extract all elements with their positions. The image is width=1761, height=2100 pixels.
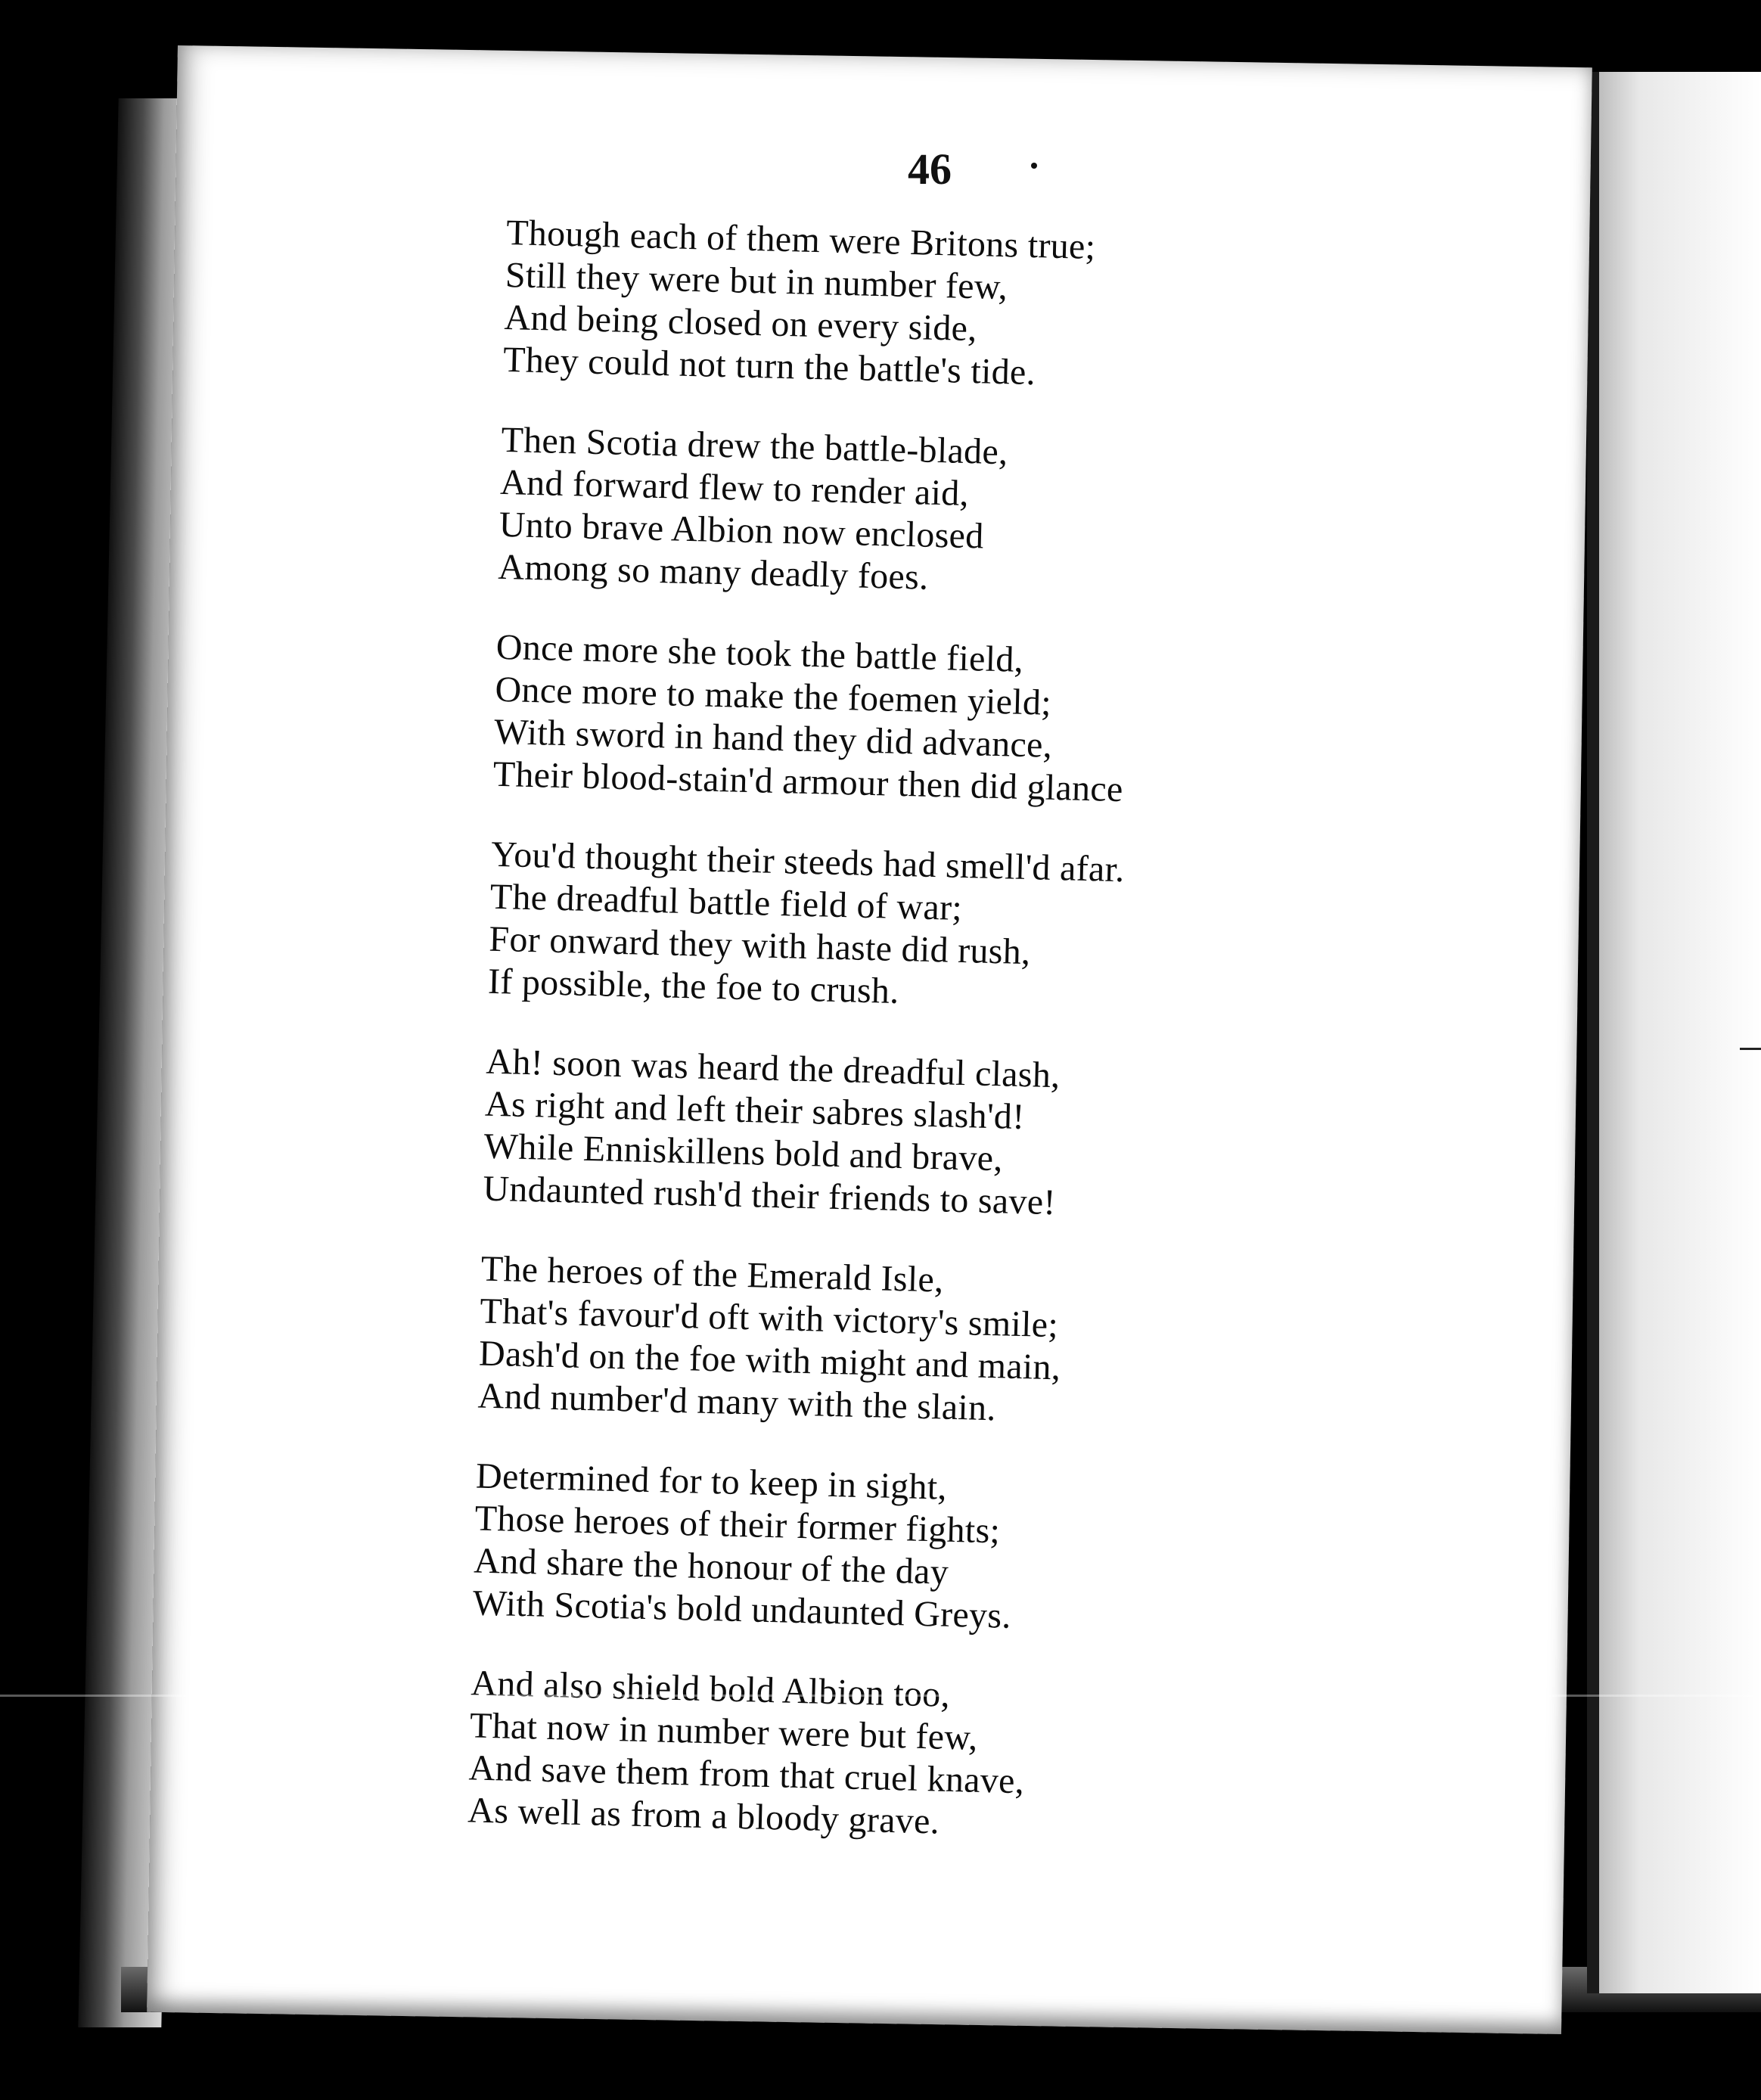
poem-line: As right and left their sabres slash'd! [484, 1083, 1026, 1138]
margin-tick-mark [1740, 1048, 1761, 1050]
poem-line: That's favour'd oft with victory's smile; [479, 1291, 1059, 1346]
stanza [472, 1455, 1346, 1646]
poem-line: And also shield bold Albion too, [470, 1663, 951, 1715]
scan-streak [0, 1695, 1761, 1697]
poem-line: The heroes of the Emerald Isle, [480, 1248, 945, 1300]
facing-page-edge [1599, 72, 1761, 1993]
stanza [503, 212, 1377, 402]
poem-body [466, 212, 1376, 1890]
poem-line: Undaunted rush'd their friends to save! [482, 1168, 1057, 1223]
poem-line: As well as from a bloody grave. [467, 1790, 940, 1842]
poem-line: Still they were but in number few, [505, 254, 1008, 308]
poem-line: Determined for to keep in sight, [475, 1455, 948, 1508]
stanza [477, 1248, 1351, 1439]
stanza [492, 626, 1366, 817]
poem-line: While Enniskillens bold and brave, [483, 1126, 1004, 1179]
poem-line: And share the honour of the day [473, 1540, 949, 1592]
poem-line: They could not turn the battle's tide. [502, 339, 1036, 393]
poem-line: Unto brave Albion now enclosed [498, 504, 985, 557]
poem-line: Among so many deadly foes. [497, 546, 930, 598]
poem-line: And being closed on every side, [503, 297, 978, 349]
poem-line: Dash'd on the foe with might and main, [478, 1333, 1061, 1388]
stanza [498, 419, 1371, 610]
book-gutter [1587, 72, 1599, 1993]
stanza [487, 834, 1361, 1024]
poem-line: The dreadful battle field of war; [489, 876, 963, 928]
poem-line: And number'd many with the slain. [477, 1375, 997, 1429]
page-number: 46 [908, 144, 952, 194]
page-number-dot [1031, 163, 1037, 169]
poem-line: Though each of them were Britons true; [505, 212, 1096, 268]
poem-line: Ah! soon was heard the dreadful clash, [485, 1041, 1061, 1096]
poem-line: Those heroes of their former fights; [474, 1498, 1001, 1552]
stanza [467, 1662, 1341, 1853]
poem-line: And save them from that cruel knave, [468, 1747, 1025, 1802]
poem-line: You'd thought their steeds had smell'd afar. [490, 834, 1126, 890]
poem-line: That now in number were but few, [469, 1705, 979, 1758]
poem-line: With Scotia's bold undaunted Greys. [472, 1583, 1012, 1636]
poem-line: Then Scotia drew the battle-blade, [500, 419, 1009, 473]
poem-line: Once more she took the battle field, [495, 626, 1024, 680]
poem-line: Once more to make the foemen yield; [494, 669, 1052, 723]
poem-line: And forward flew to render aid, [499, 461, 970, 514]
poem-line: For onward they with haste did rush, [488, 918, 1031, 973]
stanza [483, 1041, 1356, 1232]
poem-line: With sword in hand they did advance, [493, 711, 1053, 766]
poem-line: If possible, the foe to crush. [487, 961, 900, 1011]
poem-line: Their blood-stain'd armour then did glance [492, 753, 1124, 810]
